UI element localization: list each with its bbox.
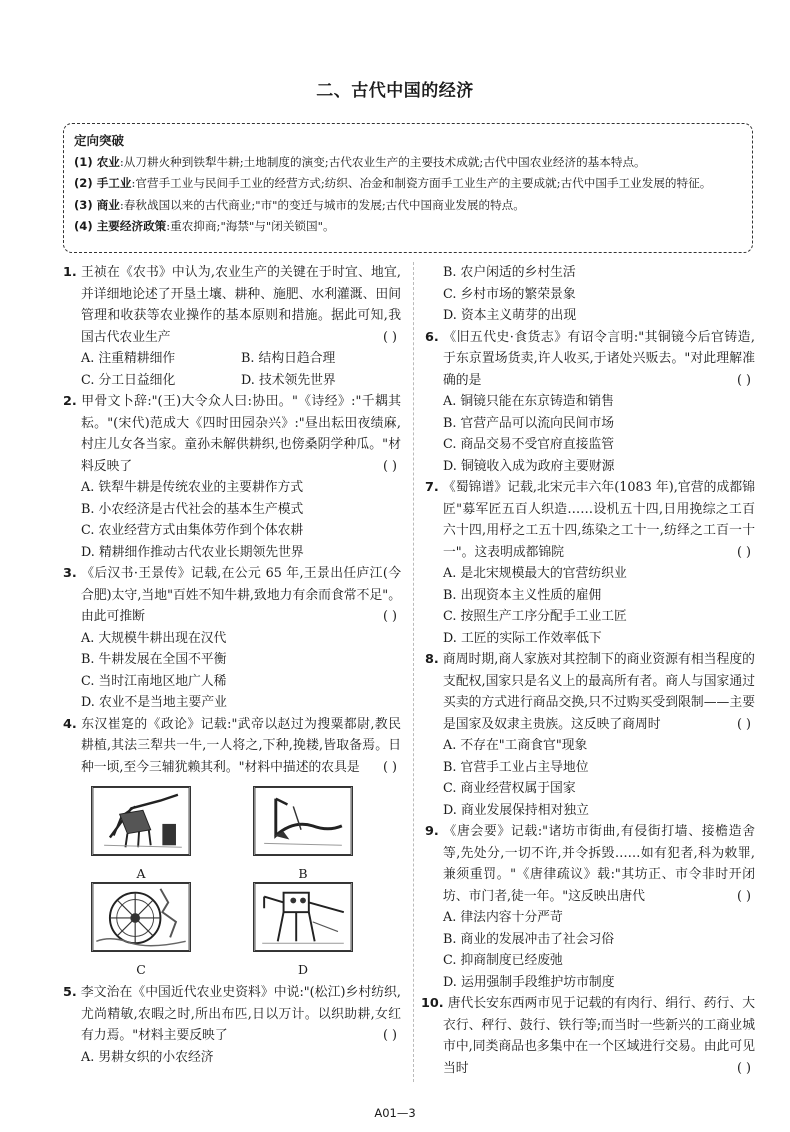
option-d: D. 资本主义萌芽的出现 (443, 308, 577, 323)
focus-item: (3) 商业:春秋战国以来的古代商业;"市"的变迁与城市的发展;古代中国商业发展的特点。 (74, 197, 525, 212)
tool-a-illustration (91, 786, 191, 856)
question-2: 2. 甲骨文卜辞:"(王)大令众人曰:协田。"《诗经》:"千耦其耘。"(宋代)范成大《四时田园杂兴》:"昼出耘田夜绩麻,村庄儿女各当家。童孙未解供耕织,也傍桑阴学种瓜。"材料反映了 ( ) A. 铁犁牛耕是传统农业的主要耕作方式 B. 小农经济是古代社会的基本生产模式 C. 农业经营方式由集体劳作到个体农耕 D. 精耕细作推动古代农业长期领先世界 (63, 391, 401, 563)
option-b: B. 官营手工业占主导地位 (443, 759, 589, 775)
question-9: 9. 《唐会要》记载:"诸坊市街曲,有侵街打墙、接檐造舍等,先处分,一切不许,并令拆毁……如有犯者,科为敕罪,兼须重罚。"《唐律疏议》载:"其坊正、市令非时开闭坊、市门者,徒一年。"这反映出唐代 ( ) A. 律法内容十分严苛 B. 商业的发展冲击了社会习俗 C. 抑商制度已经废弛 D. 运用强制手段维护坊市制度 (425, 821, 755, 993)
question-10: 10. 唐代长安东西两市见于记载的有肉行、绢行、药行、大衣行、秤行、鼓行、铁行等;而当时一些新兴的工商业城市中,同类商品也多集中在一个区域进行交易。由此可见当时 ( ) (421, 996, 755, 1076)
tool-d-illustration (253, 882, 353, 952)
tool-option-c[interactable] (91, 882, 191, 980)
focus-item: (1) 农业:从刀耕火种到铁犁牛耕;土地制度的演变;古代农业生产的主要技术成就;古代中国农业经济的基本特点。 (74, 154, 646, 169)
tool-option-a[interactable] (91, 786, 191, 884)
page-title: 二、古代中国的经济 (316, 81, 474, 101)
option-b: B. 小农经济是古代社会的基本生产模式 (81, 501, 304, 517)
option-d: D. 农业不是当地主要产业 (81, 695, 227, 710)
option-a: A. 男耕女织的小农经济 (81, 1049, 214, 1065)
tool-label-a: A (136, 865, 146, 881)
option-d: D. 精耕细作推动古代农业长期领先世界 (81, 544, 304, 560)
option-c: C. 商业经营权属于国家 (443, 781, 576, 796)
right-column (421, 262, 755, 1079)
tool-label-b: B (298, 865, 308, 881)
option-b: B. 牛耕发展在全国不平衡 (81, 652, 227, 667)
page-number: A01—3 (374, 1106, 416, 1120)
focus-item: (4) 主要经济政策:重农抑商;"海禁"与"闭关锁国"。 (74, 219, 335, 234)
option-d: D. 工匠的实际工作效率低下 (443, 630, 602, 646)
option-d: D. 运用强制手段维护坊市制度 (443, 974, 615, 990)
tool-label-c: C (136, 961, 146, 977)
question-3: 3. 《后汉书·王景传》记载,在公元 65 年,王景出任庐江(今合肥)太守,当地"百姓不知牛耕,致地力有余而食常不足"。由此可推断 ( ) A. 大规模牛耕出现在汉代 B. 牛耕发展在全国不平衡 C. 当时江南地区地广人稀 D. 农业不是当地主要产业 (63, 563, 401, 714)
option-b: B. 官营产品可以流向民间市场 (443, 415, 615, 431)
tool-b-illustration (253, 786, 353, 856)
question-8: 8. 商周时期,商人家族对其控制下的商业资源有相当程度的支配权,国家只是名义上的最高所有者。商人与国家通过买卖的方式进行商品交换,只不过购买受到限制——主要是国家及奴隶主贵族。这反映了商周时 ( ) A. 不存在"工商食官"现象 B. 官营手工业占主导地位 C. 商业经营权属于国家 D. 商业发展保持相对独立 (425, 649, 755, 821)
question-7: 7. 《蜀锦谱》记载,北宋元丰六年(1083 年),官营的成都锦匠"募军匠五百人织造……设机五十四,日用挽综之工百六十四,用杼之工五十四,练染之工十一,纺绎之工百一十一"。这表明成都锦院 ( ) A. 是北宋规模最大的官营纺织业 B. 出现资本主义性质的雇佣 C. 按照生产工序分配手工业工匠 D. 工匠的实际工作效率低下 (425, 477, 755, 649)
question-4: 4. 东汉崔寔的《政论》记载:"武帝以赵过为搜粟都尉,教民耕植,其法三犁共一牛,一人将之,下种,挽耧,皆取备焉。日种一顷,至今三辅犹赖其利。"材料中描述的农具是 ( ) A B C D (63, 714, 401, 983)
option-b: B. 出现资本主义性质的雇佣 (443, 587, 602, 603)
option-c: C. 乡村市场的繁荣景象 (443, 286, 576, 302)
option-d: D. 铜镜收入成为政府主要财源 (443, 458, 615, 474)
option-a: A. 律法内容十分严苛 (443, 910, 563, 925)
option-a: A. 注重精耕细作 (81, 351, 176, 366)
question-5: 5. 李文治在《中国近代农业史资料》中说:"(松江)乡村纺织,尤尚精敏,农暇之时,所出布匹,日以万计。以织助耕,女红有力焉。"材料主要反映了 ( ) A. 男耕女织的小农经济 (63, 982, 401, 1068)
option-c: C. 农业经营方式由集体劳作到个体农耕 (81, 523, 304, 538)
option-a: A. 不存在"工商食官"现象 (443, 738, 588, 753)
tool-images (81, 778, 401, 982)
question-5-continued (425, 262, 755, 327)
option-b: B. 农户闲适的乡村生活 (443, 265, 576, 280)
option-a: A. 大规模牛耕出现在汉代 (81, 630, 227, 646)
question-1: 1. 王祯在《农书》中认为,农业生产的关键在于时宜、地宜,并详细地论述了开垦土壤、耕种、施肥、水利灌溉、田间管理和收获等农业操作的基本原则和措施。据此可知,我国古代农业生产 ( ) A. 注重精耕细作 B. 结构日趋合理 C. 分工日益细化 D. 技术领先世界 (63, 262, 401, 391)
column-divider (413, 262, 414, 1082)
tool-label-d: D (297, 961, 309, 977)
option-a: A. 铁犁牛耕是传统农业的主要耕作方式 (81, 480, 304, 495)
option-c: C. 商品交易不受官府直接监管 (443, 437, 615, 452)
option-c: C. 按照生产工序分配手工业工匠 (443, 609, 627, 624)
option-c: C. 当时江南地区地广人稀 (81, 673, 227, 689)
option-b: B. 商业的发展冲击了社会习俗 (443, 931, 615, 947)
option-d: D. 技术领先世界 (241, 372, 336, 388)
option-d: D. 商业发展保持相对独立 (443, 802, 589, 818)
tool-option-b[interactable] (253, 786, 353, 884)
option-c: C. 分工日益细化 (81, 372, 176, 388)
option-a: A. 是北宋规模最大的官营纺织业 (443, 566, 627, 581)
tool-c-illustration (91, 882, 191, 952)
tool-option-d[interactable] (253, 882, 353, 980)
focus-item: (2) 手工业:官营手工业与民间手工业的经营方式;纺织、冶金和制瓷方面手工业生产的主要成就;古代中国手工业发展的特征。 (74, 176, 712, 191)
option-a: A. 铜镜只能在东京铸造和销售 (443, 394, 614, 409)
question-6: 6. 《旧五代史·食货志》有诏令言明:"其铜镜今后官铸造,于东京置场货卖,许人收买,于诸处兴贩去。"对此理解准确的是 ( ) A. 铜镜只能在东京铸造和销售 B. 官营产品可以流向民间市场 C. 商品交易不受官府直接监管 D. 铜镜收入成为政府主要财源 (425, 327, 755, 478)
focus-box (63, 123, 753, 253)
focus-heading: 定向突破 (74, 133, 125, 148)
option-c: C. 抑商制度已经废弛 (443, 953, 563, 968)
option-b: B. 结构日趋合理 (241, 351, 336, 366)
left-column (63, 262, 401, 1068)
